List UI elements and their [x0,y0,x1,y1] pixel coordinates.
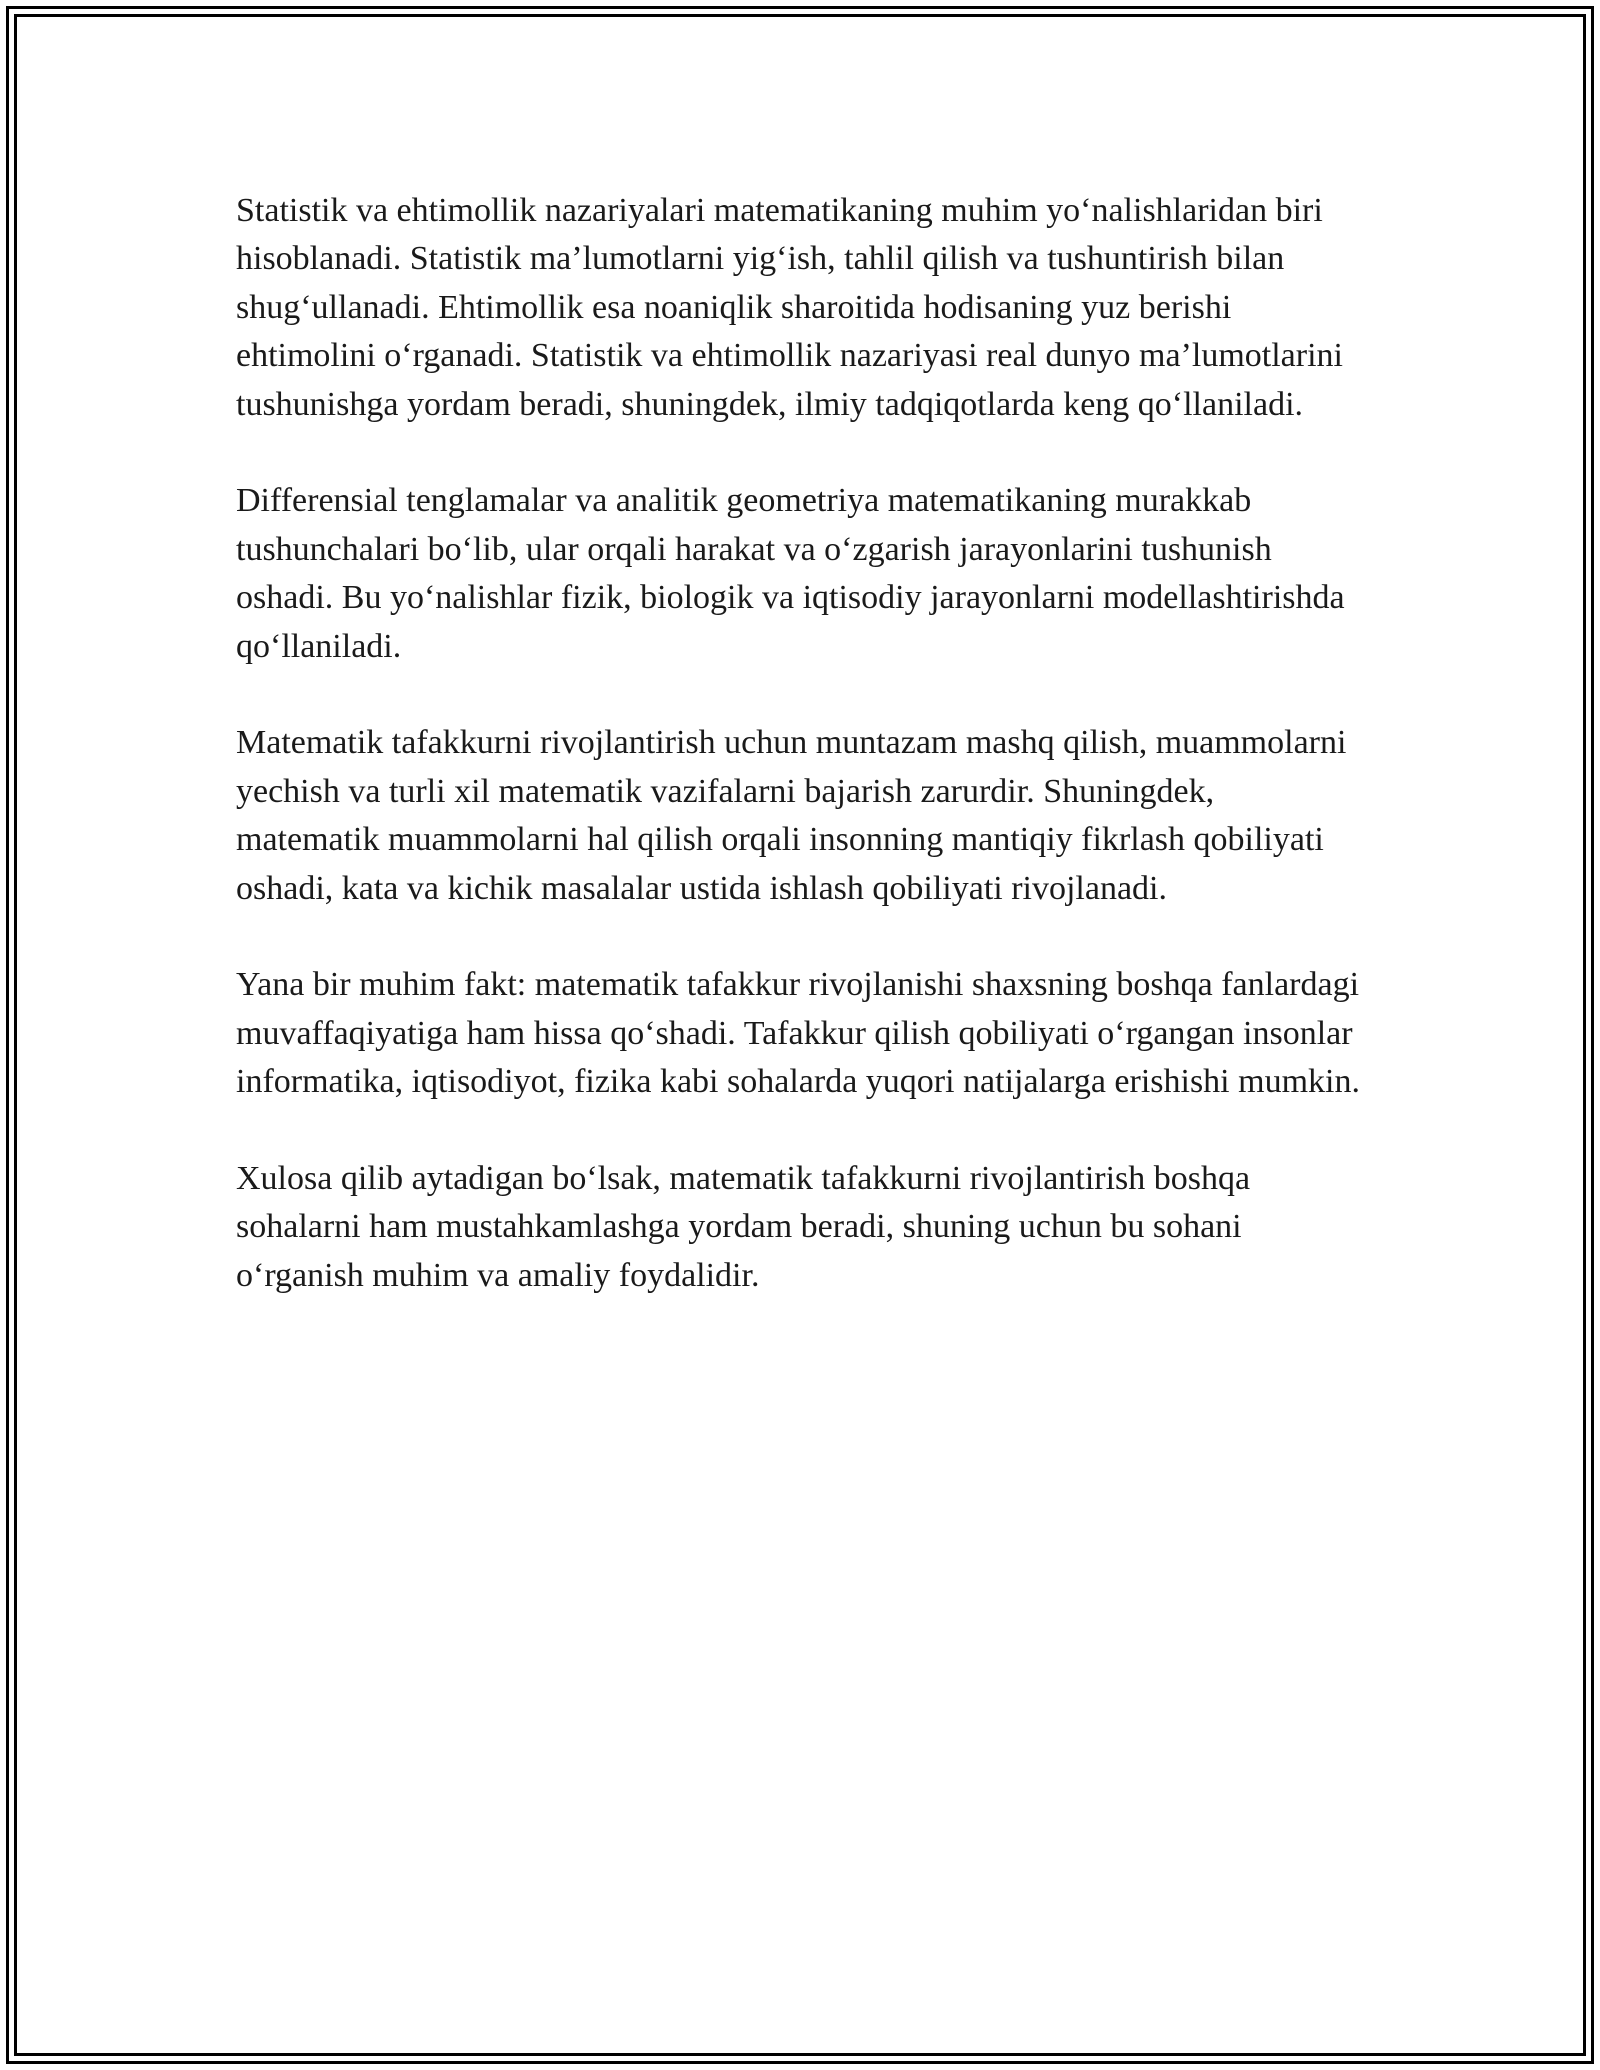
paragraph-statistics: Statistik va ehtimollik nazariyalari matematikaning muhim yo‘nalishlaridan biri hisoblanadi. Statistik ma’lumotlarni yig‘ish, tahlil qilish va tushuntirish bilan shug‘ullanadi. Ehtimollik esa noaniqlik sharoitida hodisaning yuz berishi ehtimolini o‘rganadi. Statistik va ehtimollik nazariyasi real dunyo ma’lumotlarini tushunishga yordam beradi, shuningdek, ilmiy tadqiqotlarda keng qo‘llaniladi. [236,192,1343,423]
paragraph-important-fact: Yana bir muhim fakt: matematik tafakkur rivojlanishi shaxsning boshqa fanlardagi muvaffaqiyatiga ham hissa qo‘shadi. Tafakkur qilish qobiliyati o‘rgangan insonlar informatika, iqtisodiyot, fizika kabi sohalarda yuqori natijalarga erishishi mumkin. [236,966,1360,1101]
paragraph-differential-equations: Differensial tenglamalar va analitik geometriya matematikaning murakkab tushunchalari bo‘lib, ular orqali harakat va o‘zgarish jarayonlarini tushunish oshadi. Bu yo‘nalishlar fizik, biologik va iqtisodiy jarayonlarni modellashtirishda qo‘llaniladi. [236,482,1345,665]
paragraph-mathematical-thinking: Matematik tafakkurni rivojlantirish uchun muntazam mashq qilish, muammolarni yechish va turli xil matematik vazifalarni bajarish zarurdir. Shuningdek, matematik muammolarni hal qilish orqali insonning mantiqiy fikrlash qobiliyati oshadi, kata va kichik masalalar ustida ishlash qobiliyati rivojlanadi. [236,724,1347,907]
document-body [236,187,1366,1349]
paragraph-conclusion: Xulosa qilib aytadigan bo‘lsak, matematik tafakkurni rivojlantirish boshqa sohalarni ham mustahkamlashga yordam beradi, shuning uchun bu sohani o‘rganish muhim va amaliy foydalidir. [236,1160,1251,1294]
